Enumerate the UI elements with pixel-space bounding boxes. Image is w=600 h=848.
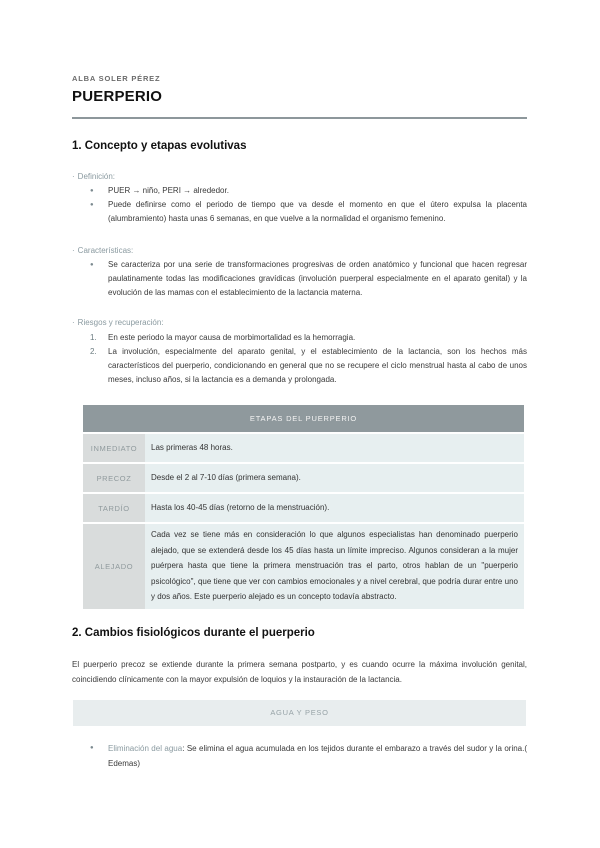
bullet-dot-icon: ·	[72, 172, 75, 181]
stage-description: Cada vez se tiene más en consideración lo que algunos especialistas han denominado puerperio alejado, que se extenderá desde los 45 días hasta un límite impreciso. Algunos consideran a la mujer puérpera hasta que tiene la primera menstruación tras el parto, otros hablan de un "puerperio psicológico", que tiene que ver con cambios emocionales y a nivel cerebral, que podría durar entre uno y dos años. Este puerperio alejado es un concepto todavía abstracto.	[145, 523, 524, 610]
riesgos-list	[90, 331, 527, 387]
section-2-heading: 2. Cambios fisiológicos durante el puerperio	[72, 627, 315, 639]
bullet-dot-icon: ·	[72, 246, 75, 255]
title-divider	[72, 117, 527, 119]
page-title: PUERPERIO	[72, 88, 163, 105]
stage-label: TARDÍO	[83, 493, 145, 523]
stage-label: PRECOZ	[83, 463, 145, 493]
list-item: ● Puede definirse como el periodo de tiempo que va desde el momento en que el útero expulsa la placenta (alumbramiento) hasta unas 6 semanas, en que vuelve a la normalidad el organismo femenino.	[90, 198, 527, 226]
stage-description: Desde el 2 al 7-10 días (primera semana).	[145, 463, 524, 493]
bullet-dot-icon: ·	[72, 318, 75, 327]
author-name: ALBA SOLER PÉREZ	[72, 74, 161, 83]
caracteristicas-label: · Características:	[72, 246, 134, 255]
table-row	[83, 493, 524, 523]
list-item: ● PUER → niño, PERI → alrededor.	[90, 184, 527, 198]
list-item: 2. La involución, especialmente del aparato genital, y el establecimiento de la lactancia, son los hechos más característicos del puerperio, condicionando en general que no se recupere el ciclo menstrual hasta al cabo de unos meses, incluso años, si la lactancia es a demanda y prolongada.	[90, 347, 527, 384]
stages-table	[83, 405, 524, 611]
item-label: Eliminación del agua	[108, 744, 183, 753]
agua-peso-bar: AGUA Y PESO	[73, 700, 526, 726]
stage-description: Hasta los 40-45 días (retorno de la menstruación).	[145, 493, 524, 523]
stage-description: Las primeras 48 horas.	[145, 433, 524, 463]
section-1-heading: 1. Concepto y etapas evolutivas	[72, 140, 247, 152]
caracteristicas-list	[90, 258, 527, 300]
item-text: : Se elimina el agua acumulada en los tejidos durante el embarazo a través del sudor y la orina.( Edemas)	[108, 744, 528, 768]
table-row	[83, 433, 524, 463]
stages-table-header: ETAPAS DEL PUERPERIO	[83, 405, 524, 433]
definicion-list	[90, 184, 527, 226]
stage-label: ALEJADO	[83, 523, 145, 610]
definicion-label: · Definición:	[72, 172, 116, 181]
list-item: 1. En este periodo la mayor causa de morbimortalidad es la hemorragia.	[90, 333, 356, 342]
list-item	[90, 741, 527, 771]
section-2-intro: El puerperio precoz se extiende durante la primera semana postparto, y es cuando ocurre la máxima involución genital, coincidiendo clínicamente con la mayor expulsión de loquios y la instauración de la lactancia.	[72, 660, 527, 684]
table-row	[83, 463, 524, 493]
table-row	[83, 523, 524, 610]
riesgos-label: · Riesgos y recuperación:	[72, 318, 164, 327]
stage-label: INMEDIATO	[83, 433, 145, 463]
list-item: ● Se caracteriza por una serie de transformaciones progresivas de orden anatómico y funcional que hacen regresar paulatinamente todas las modificaciones gravídicas (involución puerperal especialmente en el aparato genital) y la evolución de las mamas con el establecimiento de la lactancia materna.	[90, 258, 527, 300]
